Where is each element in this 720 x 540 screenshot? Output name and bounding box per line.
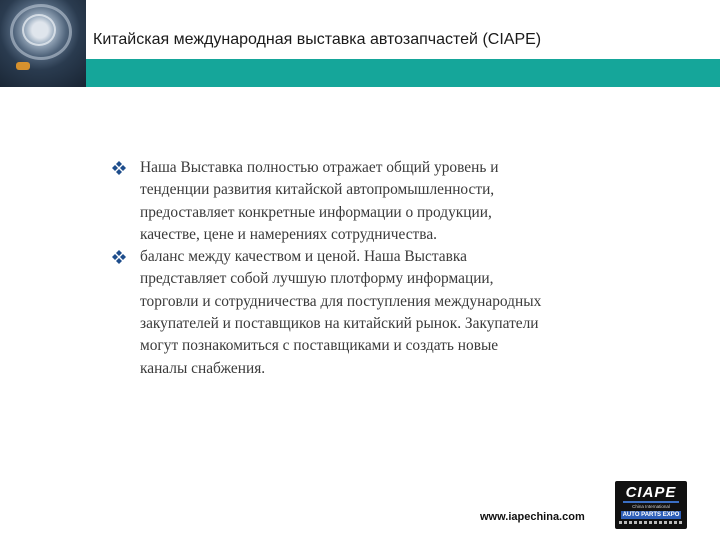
bullet-line: баланс между качеством и ценой. Наша Выставка bbox=[140, 248, 467, 266]
bullet-line: каналы снабжения. bbox=[140, 359, 266, 377]
bullet-line: качестве, цене и намерениях сотрудничества. bbox=[140, 225, 438, 243]
logo-strip-text: AUTO PARTS EXPO bbox=[622, 512, 680, 518]
bullet-line: закупателей и поставщиков на китайский рынок. Закупатели bbox=[140, 315, 539, 333]
slide-content bbox=[112, 157, 632, 380]
bullet-line: представляет собой лучшую плотформу информации, bbox=[140, 270, 494, 288]
logo-main-text: CIAPE bbox=[625, 484, 677, 501]
bullet-line: Наша Выставка полностью отражает общий уровень и bbox=[140, 159, 499, 176]
car-headlight-photo bbox=[0, 0, 86, 87]
slide-title: Китайская международная выставка автозапчастей (CIAPE) bbox=[93, 31, 542, 48]
bullet-line: торговли и сотрудничества для поступления международных bbox=[140, 292, 542, 310]
website-url: www.iapechina.com bbox=[480, 511, 585, 523]
bullet-line: тенденции развития китайской автопромышленности, bbox=[140, 181, 495, 199]
ciape-logo bbox=[615, 481, 687, 529]
headlight-inner-ring bbox=[22, 14, 56, 46]
logo-sub-text: China International bbox=[632, 504, 670, 509]
bullet-item-1 bbox=[112, 157, 632, 246]
turn-signal-lamp bbox=[16, 62, 30, 70]
diamond-bullet-icon bbox=[112, 161, 126, 175]
logo-chinese-text bbox=[619, 521, 683, 524]
header-accent-bar bbox=[86, 59, 720, 87]
slide-header bbox=[0, 0, 720, 87]
logo-swoosh bbox=[623, 501, 679, 503]
bullet-line: предоставляет конкретные информации о продукции, bbox=[140, 203, 492, 221]
bullet-line: могут познакомиться с поставщиками и создать новые bbox=[140, 337, 499, 355]
bullet-item-2 bbox=[112, 246, 632, 380]
diamond-bullet-icon bbox=[112, 250, 126, 264]
